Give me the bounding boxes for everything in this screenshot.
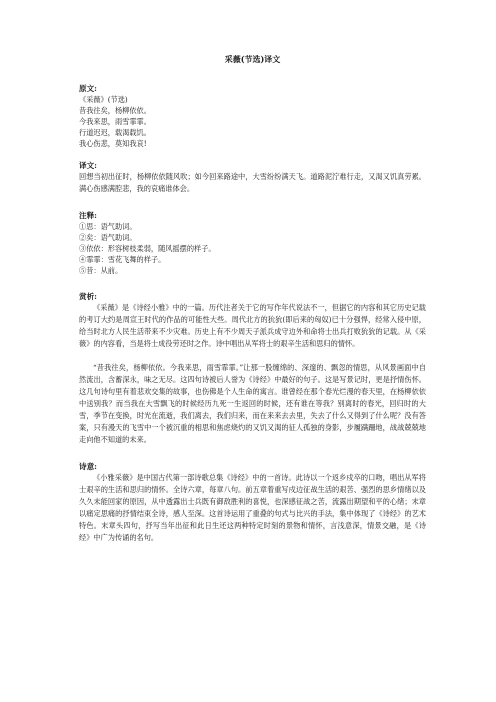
poetry-text: 《小雅采薇》是中国古代第一部诗歌总集《诗经》中的一首诗。此诗以一个返乡戍卒的口吻，唱出从军将士艰辛的生活和思归的情怀。全诗六章，每章八句。前五章着重写戍边征战生活的艰苦、强烈的思乡情绪以及久久未能回家的原因，从中透露出士兵既有御敌胜利的喜悦，也深感征战之苦，流露出期望和平的心绪；末章以痛定思痛的抒情结束全诗，感人至深。这首诗运用了重叠的句式与比兴的手法，集中体现了《诗经》的艺术特色。末章头四句，抒写当年出征和此日生还这两种特定时刻的景物和情怀，言浅意深，情景交融，是《诗经》中广为传诵的名句。 [79, 473, 426, 542]
note-item: ③依依：形容树枝柔弱，随风摇摆的样子。 [79, 244, 216, 253]
original-line: 行道迟迟，载渴载饥。 [79, 128, 151, 137]
original-line: 今我来思，雨雪霏霏。 [79, 117, 151, 126]
translation-text: 回想当初出征时，杨柳依依随风吹；如今回来路途中，大雪纷纷满天飞。道路泥泞难行走，又渴又饥真劳累。满心伤感满腔悲，我的哀痛谁体会。 [79, 172, 426, 193]
note-item: ⑤昔：从前。 [79, 266, 123, 275]
original-line: 我心伤悲，莫知我哀! [79, 139, 147, 148]
original-heading: 原文: [79, 84, 97, 93]
poetry-section [79, 461, 426, 544]
document-title: 采薇(节选)译文 [224, 54, 281, 64]
original-line: 昔我往矣，杨柳依依。 [79, 106, 151, 115]
original-line: 《采薇》(节选) [79, 95, 128, 104]
appreciation-paragraph: 《采薇》是《诗经小雅》中的一篇。历代注者关于它的写作年代说法不一，但据它的内容和其它历史记载的考订大约是周宣王时代的作品的可能性大些。周代北方的狁狁(即后来的匈奴)已十分强悍，经常入侵中原，给当时北方人民生活带来不少灾难。历史上有不少周天子派兵成守边外和命将士出兵打败狁狁的记载。从《采薇》的内容看，当是将士成役劳还时之作。诗中唱出从军将士的艰辛生活和思归的情怀。 [79, 303, 426, 348]
original-section [79, 83, 426, 149]
translation-heading: 译文: [79, 161, 97, 170]
translation-section [79, 160, 426, 195]
notes-section [79, 210, 426, 276]
poetry-heading: 诗意: [79, 462, 97, 471]
appreciation-paragraph: “昔我往矣，杨柳依依。今我来思，雨雪霏霏。”让那一股缠绵的、深邃的、飘忽的情思，从风景画面中自然流出，含蓄深永，味之无尽。这四句诗被后人誉为《诗经》中最好的句子。这是写景记时，更是抒情伤怀。这几句诗句里有着悲欢交集的故事，也伤佛是个人生命的寓言。谁曾经在那个春光烂漫的春天里，在杨柳依依中送别我？而当我在大雪飘飞的时候经历九死一生返回的时候，还有谁在等我？别离时的春光，回归时的大雪，季节在变换，时光在流逝，我们离去，我们归来，而在来来去去里，失去了什么又得到了什么呢？没有答案，只有漫天的飞雪中一个被沉重的相思和焦虑烧灼的又饥又渴的征人孤独的身影，步履蹒跚地，战战兢兢地走向他不知道的未来。 [79, 363, 426, 444]
note-item: ②矣：语气助词。 [79, 233, 137, 242]
note-item: ④霏霏：雪花飞舞的样子。 [79, 255, 166, 264]
note-item: ①思：语气助词。 [79, 222, 137, 231]
appreciation-section [79, 291, 426, 446]
notes-heading: 注释: [79, 211, 97, 220]
appreciation-heading: 赏析: [79, 292, 97, 301]
